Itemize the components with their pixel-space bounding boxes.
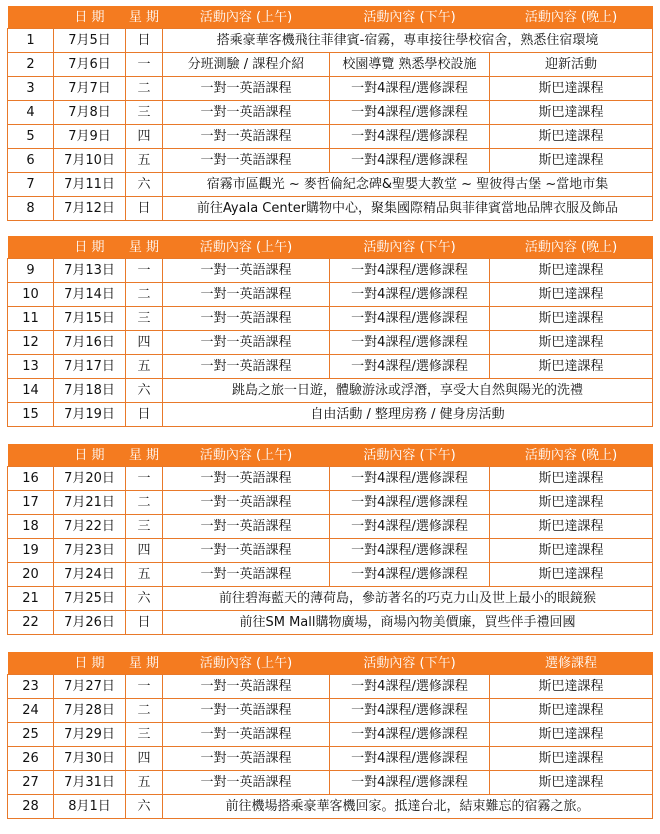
table-row [8,515,653,539]
row-date: 7月31日 [54,771,126,795]
header-no [8,6,54,29]
row-am: 分班測驗 / 課程介紹 [163,53,330,77]
row-date: 7月28日 [54,699,126,723]
row-date: 7月24日 [54,563,126,587]
schedule-week-4 [7,652,653,819]
row-date: 7月25日 [54,587,126,611]
row-am: 一對一英語課程 [163,101,330,125]
row-number: 21 [8,587,54,611]
table-row [8,197,653,221]
row-pm: 一對4課程/選修課程 [330,747,490,771]
row-number: 6 [8,149,54,173]
table-row [8,403,653,427]
row-pm: 一對4課程/選修課程 [330,699,490,723]
row-number: 27 [8,771,54,795]
row-eve: 斯巴達課程 [490,355,653,379]
header-no [8,236,54,259]
row-date: 8月1日 [54,795,126,819]
row-weekday: 六 [126,379,163,403]
header-weekday: 星 期 [126,444,163,467]
table-row [8,283,653,307]
header-no [8,444,54,467]
table-row [8,563,653,587]
row-weekday: 三 [126,723,163,747]
row-date: 7月20日 [54,467,126,491]
row-am: 一對一英語課程 [163,307,330,331]
row-activity: 搭乘豪華客機飛往菲律賓-宿霧，專車接往學校宿舍，熟悉住宿環境 [163,29,653,53]
row-am: 一對一英語課程 [163,539,330,563]
header-am: 活動內容 (上午) [163,6,330,29]
table-row [8,307,653,331]
header-no [8,652,54,675]
row-weekday: 日 [126,197,163,221]
row-pm: 一對4課程/選修課程 [330,771,490,795]
table-header [8,6,653,29]
row-date: 7月18日 [54,379,126,403]
row-date: 7月6日 [54,53,126,77]
row-am: 一對一英語課程 [163,467,330,491]
row-pm: 校園導覽 熟悉學校設施 [330,53,490,77]
row-date: 7月27日 [54,675,126,699]
table-row [8,173,653,197]
row-eve: 斯巴達課程 [490,467,653,491]
row-weekday: 六 [126,587,163,611]
table-header [8,236,653,259]
table-row [8,259,653,283]
table-row [8,587,653,611]
row-eve: 斯巴達課程 [490,563,653,587]
row-pm: 一對4課程/選修課程 [330,355,490,379]
row-activity: 前往SM Mall購物廣場，商場內物美價廉，買些伴手禮回國 [163,611,653,635]
schedule-week-3 [7,444,653,635]
row-pm: 一對4課程/選修課程 [330,675,490,699]
header-weekday: 星 期 [126,236,163,259]
header-day: 日 期 [54,444,126,467]
row-date: 7月26日 [54,611,126,635]
header-am: 活動內容 (上午) [163,652,330,675]
header-eve: 活動內容 (晚上) [490,236,653,259]
row-weekday: 五 [126,771,163,795]
row-weekday: 一 [126,675,163,699]
row-pm: 一對4課程/選修課程 [330,467,490,491]
row-number: 1 [8,29,54,53]
row-weekday: 一 [126,467,163,491]
row-number: 12 [8,331,54,355]
row-date: 7月14日 [54,283,126,307]
row-pm: 一對4課程/選修課程 [330,331,490,355]
header-pm: 活動內容 (下午) [330,444,490,467]
row-date: 7月21日 [54,491,126,515]
table-row [8,771,653,795]
row-pm: 一對4課程/選修課程 [330,125,490,149]
table-row [8,53,653,77]
row-number: 8 [8,197,54,221]
row-am: 一對一英語課程 [163,125,330,149]
row-eve: 斯巴達課程 [490,149,653,173]
row-date: 7月9日 [54,125,126,149]
table-header [8,652,653,675]
row-number: 14 [8,379,54,403]
row-number: 26 [8,747,54,771]
row-date: 7月13日 [54,259,126,283]
row-am: 一對一英語課程 [163,699,330,723]
table-row [8,467,653,491]
table-row [8,539,653,563]
schedule-week-1 [7,6,653,221]
row-number: 11 [8,307,54,331]
row-number: 24 [8,699,54,723]
row-activity: 跳島之旅一日遊，體驗游泳或浮潛，享受大自然與陽光的洗禮 [163,379,653,403]
row-pm: 一對4課程/選修課程 [330,101,490,125]
row-date: 7月16日 [54,331,126,355]
row-number: 20 [8,563,54,587]
row-number: 13 [8,355,54,379]
row-eve: 斯巴達課程 [490,747,653,771]
row-number: 17 [8,491,54,515]
row-weekday: 一 [126,259,163,283]
header-eve-elective: 選修課程 [490,652,653,675]
row-number: 23 [8,675,54,699]
row-date: 7月22日 [54,515,126,539]
row-am: 一對一英語課程 [163,491,330,515]
table-row [8,331,653,355]
row-eve: 斯巴達課程 [490,101,653,125]
row-number: 4 [8,101,54,125]
table-row [8,675,653,699]
row-pm: 一對4課程/選修課程 [330,539,490,563]
row-weekday: 一 [126,53,163,77]
row-weekday: 二 [126,283,163,307]
row-number: 2 [8,53,54,77]
row-date: 7月17日 [54,355,126,379]
row-pm: 一對4課程/選修課程 [330,307,490,331]
row-eve: 斯巴達課程 [490,699,653,723]
row-eve: 斯巴達課程 [490,539,653,563]
row-date: 7月29日 [54,723,126,747]
row-eve: 斯巴達課程 [490,331,653,355]
table-row [8,491,653,515]
table-row [8,77,653,101]
table-row [8,723,653,747]
row-pm: 一對4課程/選修課程 [330,259,490,283]
row-am: 一對一英語課程 [163,563,330,587]
row-weekday: 二 [126,491,163,515]
table-row [8,795,653,819]
schedule-week-2 [7,236,653,427]
row-pm: 一對4課程/選修課程 [330,149,490,173]
row-date: 7月10日 [54,149,126,173]
row-activity: 自由活動 / 整理房務 / 健身房活動 [163,403,653,427]
row-pm: 一對4課程/選修課程 [330,283,490,307]
header-day: 日 期 [54,236,126,259]
row-weekday: 四 [126,747,163,771]
row-eve: 斯巴達課程 [490,77,653,101]
row-eve: 斯巴達課程 [490,125,653,149]
row-am: 一對一英語課程 [163,747,330,771]
row-weekday: 三 [126,515,163,539]
row-date: 7月8日 [54,101,126,125]
header-day: 日 期 [54,6,126,29]
table-header [8,444,653,467]
row-number: 19 [8,539,54,563]
row-number: 5 [8,125,54,149]
row-pm: 一對4課程/選修課程 [330,515,490,539]
row-pm: 一對4課程/選修課程 [330,491,490,515]
table-row [8,747,653,771]
header-am: 活動內容 (上午) [163,444,330,467]
row-am: 一對一英語課程 [163,355,330,379]
row-date: 7月5日 [54,29,126,53]
row-weekday: 五 [126,563,163,587]
row-eve: 斯巴達課程 [490,515,653,539]
row-weekday: 三 [126,101,163,125]
row-am: 一對一英語課程 [163,515,330,539]
row-date: 7月23日 [54,539,126,563]
row-activity: 前往碧海藍天的薄荷島，參訪著名的巧克力山及世上最小的眼鏡猴 [163,587,653,611]
row-number: 16 [8,467,54,491]
row-date: 7月19日 [54,403,126,427]
row-number: 28 [8,795,54,819]
header-weekday: 星 期 [126,6,163,29]
row-weekday: 二 [126,699,163,723]
row-activity: 前往機場搭乘豪華客機回家。抵達台北，結束難忘的宿霧之旅。 [163,795,653,819]
row-weekday: 日 [126,29,163,53]
header-day: 日 期 [54,652,126,675]
row-date: 7月7日 [54,77,126,101]
row-date: 7月12日 [54,197,126,221]
table-row [8,699,653,723]
row-eve: 斯巴達課程 [490,723,653,747]
row-eve: 斯巴達課程 [490,259,653,283]
row-weekday: 日 [126,403,163,427]
header-pm: 活動內容 (下午) [330,652,490,675]
row-pm: 一對4課程/選修課程 [330,77,490,101]
row-am: 一對一英語課程 [163,675,330,699]
header-pm: 活動內容 (下午) [330,236,490,259]
header-weekday: 星 期 [126,652,163,675]
header-eve: 活動內容 (晚上) [490,6,653,29]
row-weekday: 三 [126,307,163,331]
table-row [8,29,653,53]
row-eve: 斯巴達課程 [490,307,653,331]
table-row [8,379,653,403]
row-number: 3 [8,77,54,101]
header-eve: 活動內容 (晚上) [490,444,653,467]
table-row [8,149,653,173]
row-weekday: 六 [126,173,163,197]
row-number: 22 [8,611,54,635]
row-am: 一對一英語課程 [163,149,330,173]
row-am: 一對一英語課程 [163,723,330,747]
header-pm: 活動內容 (下午) [330,6,490,29]
row-number: 25 [8,723,54,747]
row-am: 一對一英語課程 [163,331,330,355]
row-weekday: 六 [126,795,163,819]
row-am: 一對一英語課程 [163,259,330,283]
row-eve: 斯巴達課程 [490,771,653,795]
row-number: 7 [8,173,54,197]
row-eve: 斯巴達課程 [490,675,653,699]
row-number: 15 [8,403,54,427]
table-row [8,611,653,635]
row-activity: 前往Ayala Center購物中心，聚集國際精品與菲律賓當地品牌衣服及飾品 [163,197,653,221]
row-am: 一對一英語課程 [163,771,330,795]
row-weekday: 五 [126,149,163,173]
row-weekday: 四 [126,539,163,563]
row-weekday: 四 [126,125,163,149]
table-row [8,101,653,125]
row-weekday: 四 [126,331,163,355]
row-number: 9 [8,259,54,283]
row-weekday: 五 [126,355,163,379]
row-weekday: 日 [126,611,163,635]
row-pm: 一對4課程/選修課程 [330,563,490,587]
row-date: 7月30日 [54,747,126,771]
table-row [8,125,653,149]
row-am: 一對一英語課程 [163,283,330,307]
row-date: 7月15日 [54,307,126,331]
row-number: 18 [8,515,54,539]
row-eve: 斯巴達課程 [490,491,653,515]
row-number: 10 [8,283,54,307]
row-activity: 宿霧市區觀光 ~ 麥哲倫紀念碑&聖嬰大教堂 ~ 聖彼得古堡 ~當地市集 [163,173,653,197]
row-eve: 斯巴達課程 [490,283,653,307]
row-am: 一對一英語課程 [163,77,330,101]
row-pm: 一對4課程/選修課程 [330,723,490,747]
header-am: 活動內容 (上午) [163,236,330,259]
row-date: 7月11日 [54,173,126,197]
table-row [8,355,653,379]
row-weekday: 二 [126,77,163,101]
row-eve: 迎新活動 [490,53,653,77]
